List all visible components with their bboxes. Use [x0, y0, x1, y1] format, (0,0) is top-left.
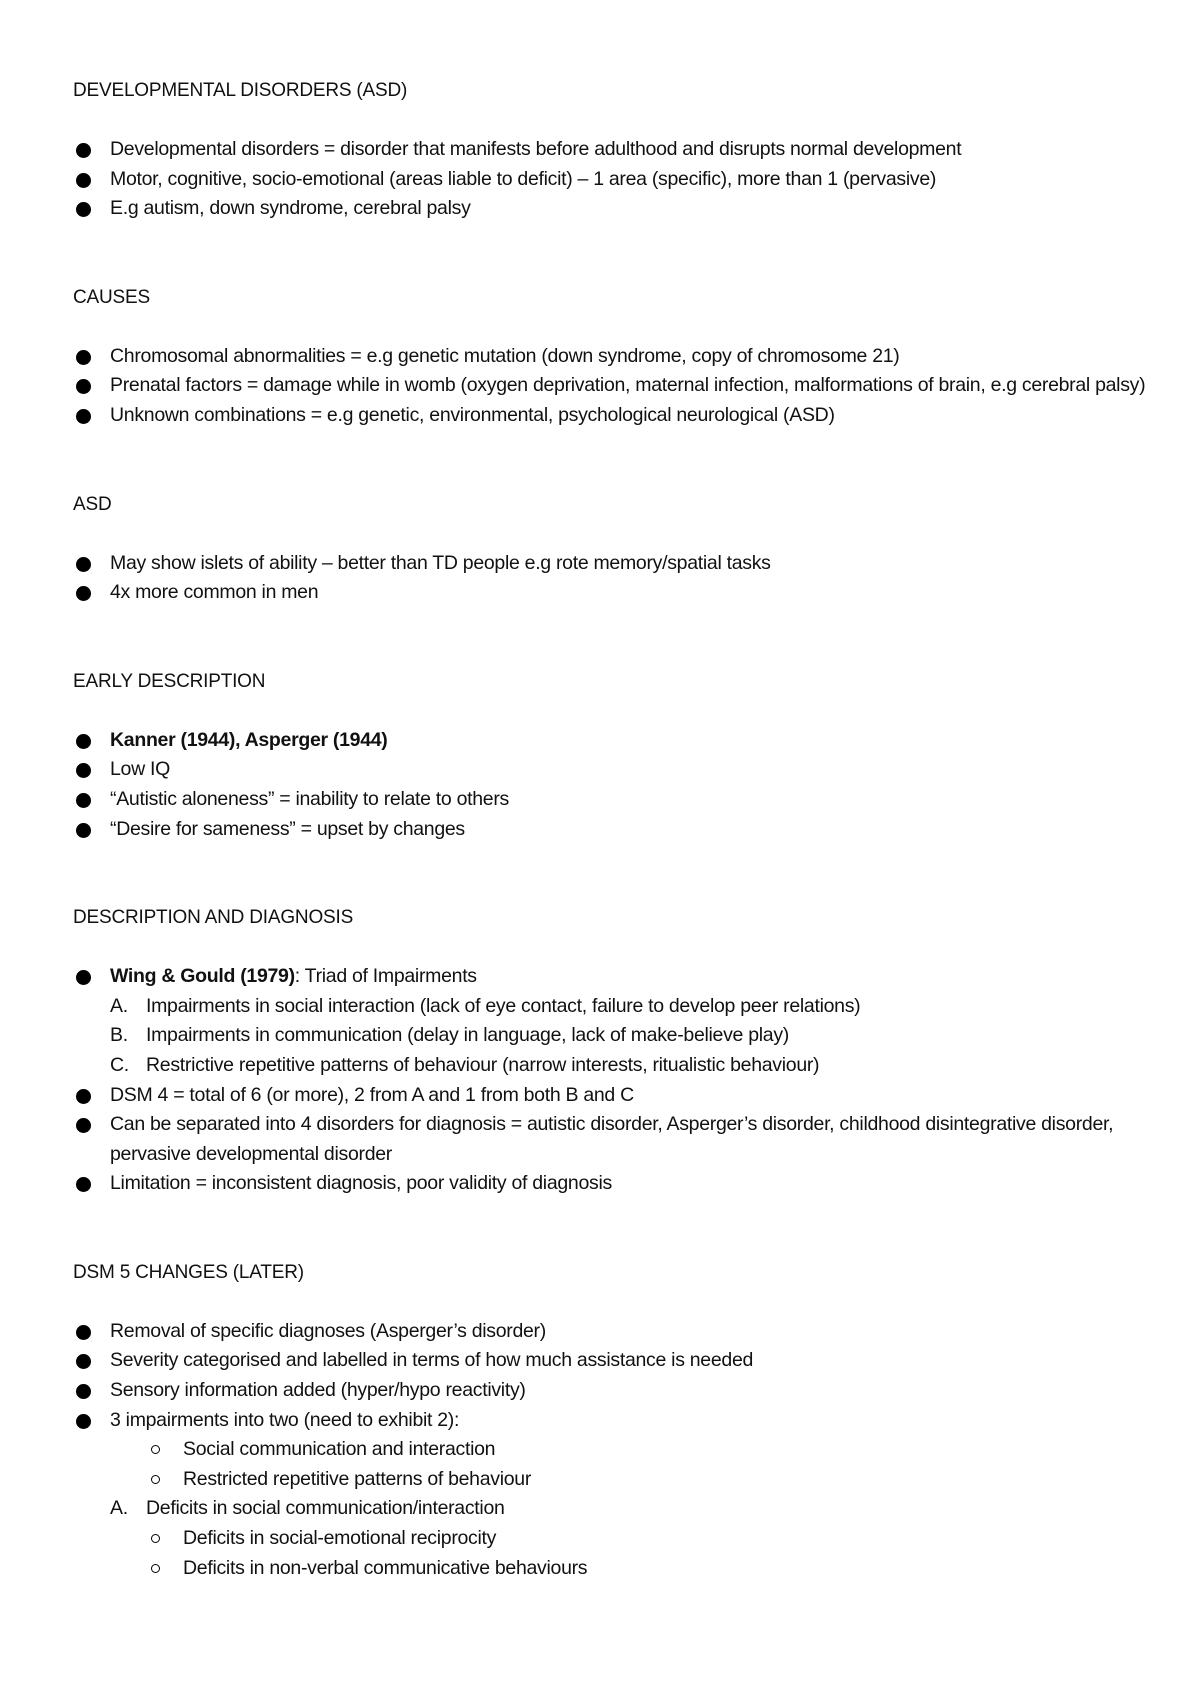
- list-item: Prenatal factors = damage while in womb (oxygen deprivation, maternal infection, malformations of brain, e.g cerebral palsy): [73, 371, 1160, 401]
- bullet-list: [73, 1317, 1160, 1583]
- bullet-icon: [76, 1118, 91, 1133]
- list-item: Motor, cognitive, socio-emotional (areas liable to deficit) – 1 area (specific), more than 1 (pervasive): [73, 165, 1160, 195]
- bullet-icon: [76, 557, 91, 572]
- bullet-icon: [76, 1325, 91, 1340]
- bullet-list: [73, 342, 1160, 431]
- bullet-list: [73, 726, 1160, 844]
- section-heading: CAUSES: [73, 286, 150, 308]
- bullet-icon: [76, 970, 91, 985]
- section-developmental-disorders: [73, 76, 1160, 224]
- list-item: “Autistic aloneness” = inability to relate to others: [73, 785, 1160, 815]
- lettered-item: A. Impairments in social interaction (lack of eye contact, failure to develop peer relations): [110, 994, 861, 1017]
- list-item: Severity categorised and labelled in terms of how much assistance is needed: [73, 1346, 1160, 1376]
- bullet-icon: [76, 379, 91, 394]
- list-item: E.g autism, down syndrome, cerebral palsy: [73, 194, 1160, 224]
- bullet-icon: [76, 734, 91, 749]
- bullet-icon: [76, 823, 91, 838]
- list-item: 4x more common in men: [73, 578, 1160, 608]
- list-item: 3 impairments into two (need to exhibit 2):: [73, 1406, 1160, 1436]
- sub-list-item: Social communication and interaction: [73, 1435, 1160, 1465]
- lettered-item: A. Deficits in social communication/interaction: [110, 1497, 505, 1520]
- list-item: Limitation = inconsistent diagnosis, poor validity of diagnosis: [73, 1169, 1160, 1199]
- list-item: Wing & Gould (1979): Triad of Impairments: [73, 962, 1160, 992]
- lettered-item: C. Restrictive repetitive patterns of behaviour (narrow interests, ritualistic behaviour): [110, 1053, 820, 1076]
- bullet-icon: [76, 202, 91, 217]
- bullet-list: [73, 135, 1160, 224]
- bullet-icon: [76, 409, 91, 424]
- list-item: May show islets of ability – better than TD people e.g rote memory/spatial tasks: [73, 549, 1160, 579]
- list-item: Chromosomal abnormalities = e.g genetic mutation (down syndrome, copy of chromosome 21): [73, 342, 1160, 372]
- bullet-list: [73, 549, 1160, 608]
- bullet-icon: [76, 1177, 91, 1192]
- list-item: Sensory information added (hyper/hypo reactivity): [73, 1376, 1160, 1406]
- bullet-icon: [76, 763, 91, 778]
- bullet-icon: [76, 173, 91, 188]
- hollow-bullet-icon: [151, 1475, 160, 1484]
- section-causes: [73, 283, 1160, 431]
- bullet-icon: [76, 143, 91, 158]
- bullet-icon: [76, 586, 91, 601]
- hollow-bullet-icon: [151, 1564, 160, 1573]
- section-heading: DEVELOPMENTAL DISORDERS (ASD): [73, 80, 408, 101]
- section-heading: EARLY DESCRIPTION: [73, 670, 266, 692]
- list-item: Unknown combinations = e.g genetic, environmental, psychological neurological (ASD): [73, 401, 1160, 431]
- list-item: Removal of specific diagnoses (Asperger’s disorder): [73, 1317, 1160, 1347]
- list-item: DSM 4 = total of 6 (or more), 2 from A and 1 from both B and C: [73, 1081, 1160, 1111]
- list-item: Can be separated into 4 disorders for diagnosis = autistic disorder, Asperger’s disorder, childhood disintegrative disorder, pervasive developmental disorder: [73, 1110, 1160, 1169]
- bullet-icon: [76, 1384, 91, 1399]
- bullet-list: [73, 962, 1160, 1199]
- lettered-item: B. Impairments in communication (delay in language, lack of make-believe play): [110, 1024, 789, 1047]
- hollow-bullet-icon: [151, 1534, 160, 1543]
- sub-list-item: Deficits in non-verbal communicative behaviours: [73, 1554, 1160, 1584]
- section-heading: ASD: [73, 493, 112, 515]
- section-heading: DSM 5 CHANGES (LATER): [73, 1261, 304, 1283]
- bullet-icon: [76, 1354, 91, 1369]
- sub-list-item: Deficits in social-emotional reciprocity: [73, 1524, 1160, 1554]
- list-item: Developmental disorders = disorder that manifests before adulthood and disrupts normal development: [73, 135, 1160, 165]
- sub-list-item: Restricted repetitive patterns of behaviour: [73, 1465, 1160, 1495]
- list-item: “Desire for sameness” = upset by changes: [73, 815, 1160, 845]
- section-early-description: [73, 667, 1160, 844]
- list-item: Low IQ: [73, 755, 1160, 785]
- bullet-icon: [76, 793, 91, 808]
- bullet-icon: [76, 1089, 91, 1104]
- hollow-bullet-icon: [151, 1445, 160, 1454]
- section-description-and-diagnosis: [73, 903, 1160, 1199]
- bullet-icon: [76, 350, 91, 365]
- section-heading: DESCRIPTION AND DIAGNOSIS: [73, 907, 354, 929]
- list-item: Kanner (1944), Asperger (1944): [73, 726, 1160, 756]
- section-asd: [73, 490, 1160, 608]
- section-dsm5-changes: [73, 1258, 1160, 1583]
- bullet-icon: [76, 1414, 91, 1429]
